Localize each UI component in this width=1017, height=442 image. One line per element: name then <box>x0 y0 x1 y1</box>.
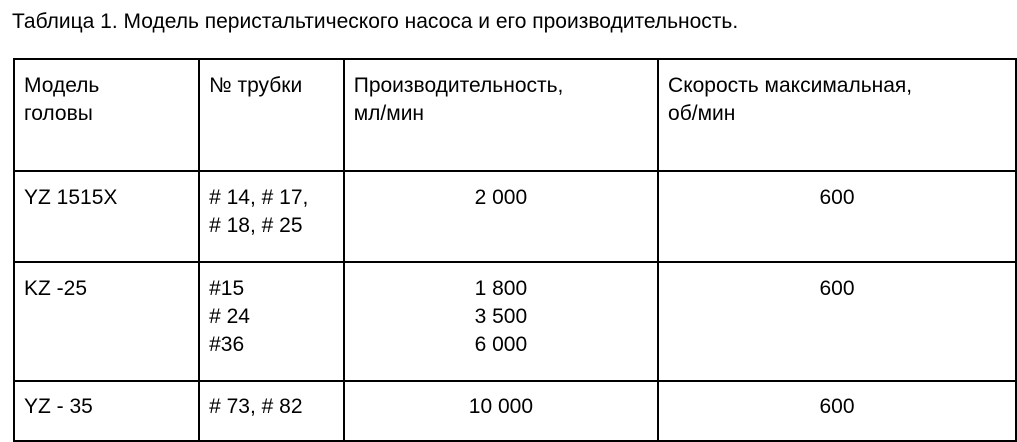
tube-line: # 73, # 82 <box>209 395 303 418</box>
cell-capacity <box>344 171 658 262</box>
cell-tubes <box>199 171 344 262</box>
capacity-value: 1 800 <box>474 277 528 300</box>
tube-line: # 18, # 25 <box>209 214 303 237</box>
cell-capacity <box>344 262 658 381</box>
capacity-value: 10 000 <box>468 395 533 418</box>
cell-speed: 600 <box>658 171 1016 262</box>
cell-speed: 600 <box>658 381 1016 441</box>
cell-tubes <box>199 262 344 381</box>
capacity-value: 3 500 <box>474 305 528 328</box>
tube-line: # 14, # 17, <box>209 186 309 209</box>
header-capacity-line-2: мл/мин <box>353 102 425 125</box>
header-head-model-line-2: головы <box>24 102 93 125</box>
header-head-model <box>14 59 199 171</box>
table-caption: Таблица 1. Модель перистальтического насоса и его производительность. <box>12 10 739 33</box>
cell-model: YZ - 35 <box>14 381 199 441</box>
cell-tubes <box>199 381 344 441</box>
cell-speed: 600 <box>658 262 1016 381</box>
table-row <box>14 171 1016 262</box>
capacity-value: 6 000 <box>474 333 528 356</box>
cell-model: YZ 1515X <box>14 171 199 262</box>
header-head-model-line-1: Модель <box>24 74 100 97</box>
table-row <box>14 381 1016 441</box>
pump-performance-table <box>13 58 1017 442</box>
capacity-value: 2 000 <box>474 186 528 209</box>
cell-capacity <box>344 381 658 441</box>
header-max-speed-line-2: об/мин <box>668 102 736 125</box>
tube-line: # 24 <box>209 305 250 328</box>
header-tube-number <box>199 59 344 171</box>
header-tube-number-line-1: № трубки <box>209 74 303 97</box>
tube-line: #15 <box>209 277 245 300</box>
header-max-speed-line-1: Скорость максимальная, <box>668 74 913 97</box>
table-header-row <box>14 59 1016 171</box>
header-capacity-line-1: Производительность, <box>353 74 564 97</box>
tube-line: #36 <box>209 333 245 356</box>
header-max-speed <box>658 59 1016 171</box>
header-capacity <box>344 59 658 171</box>
table-row <box>14 262 1016 381</box>
cell-model: KZ -25 <box>14 262 199 381</box>
